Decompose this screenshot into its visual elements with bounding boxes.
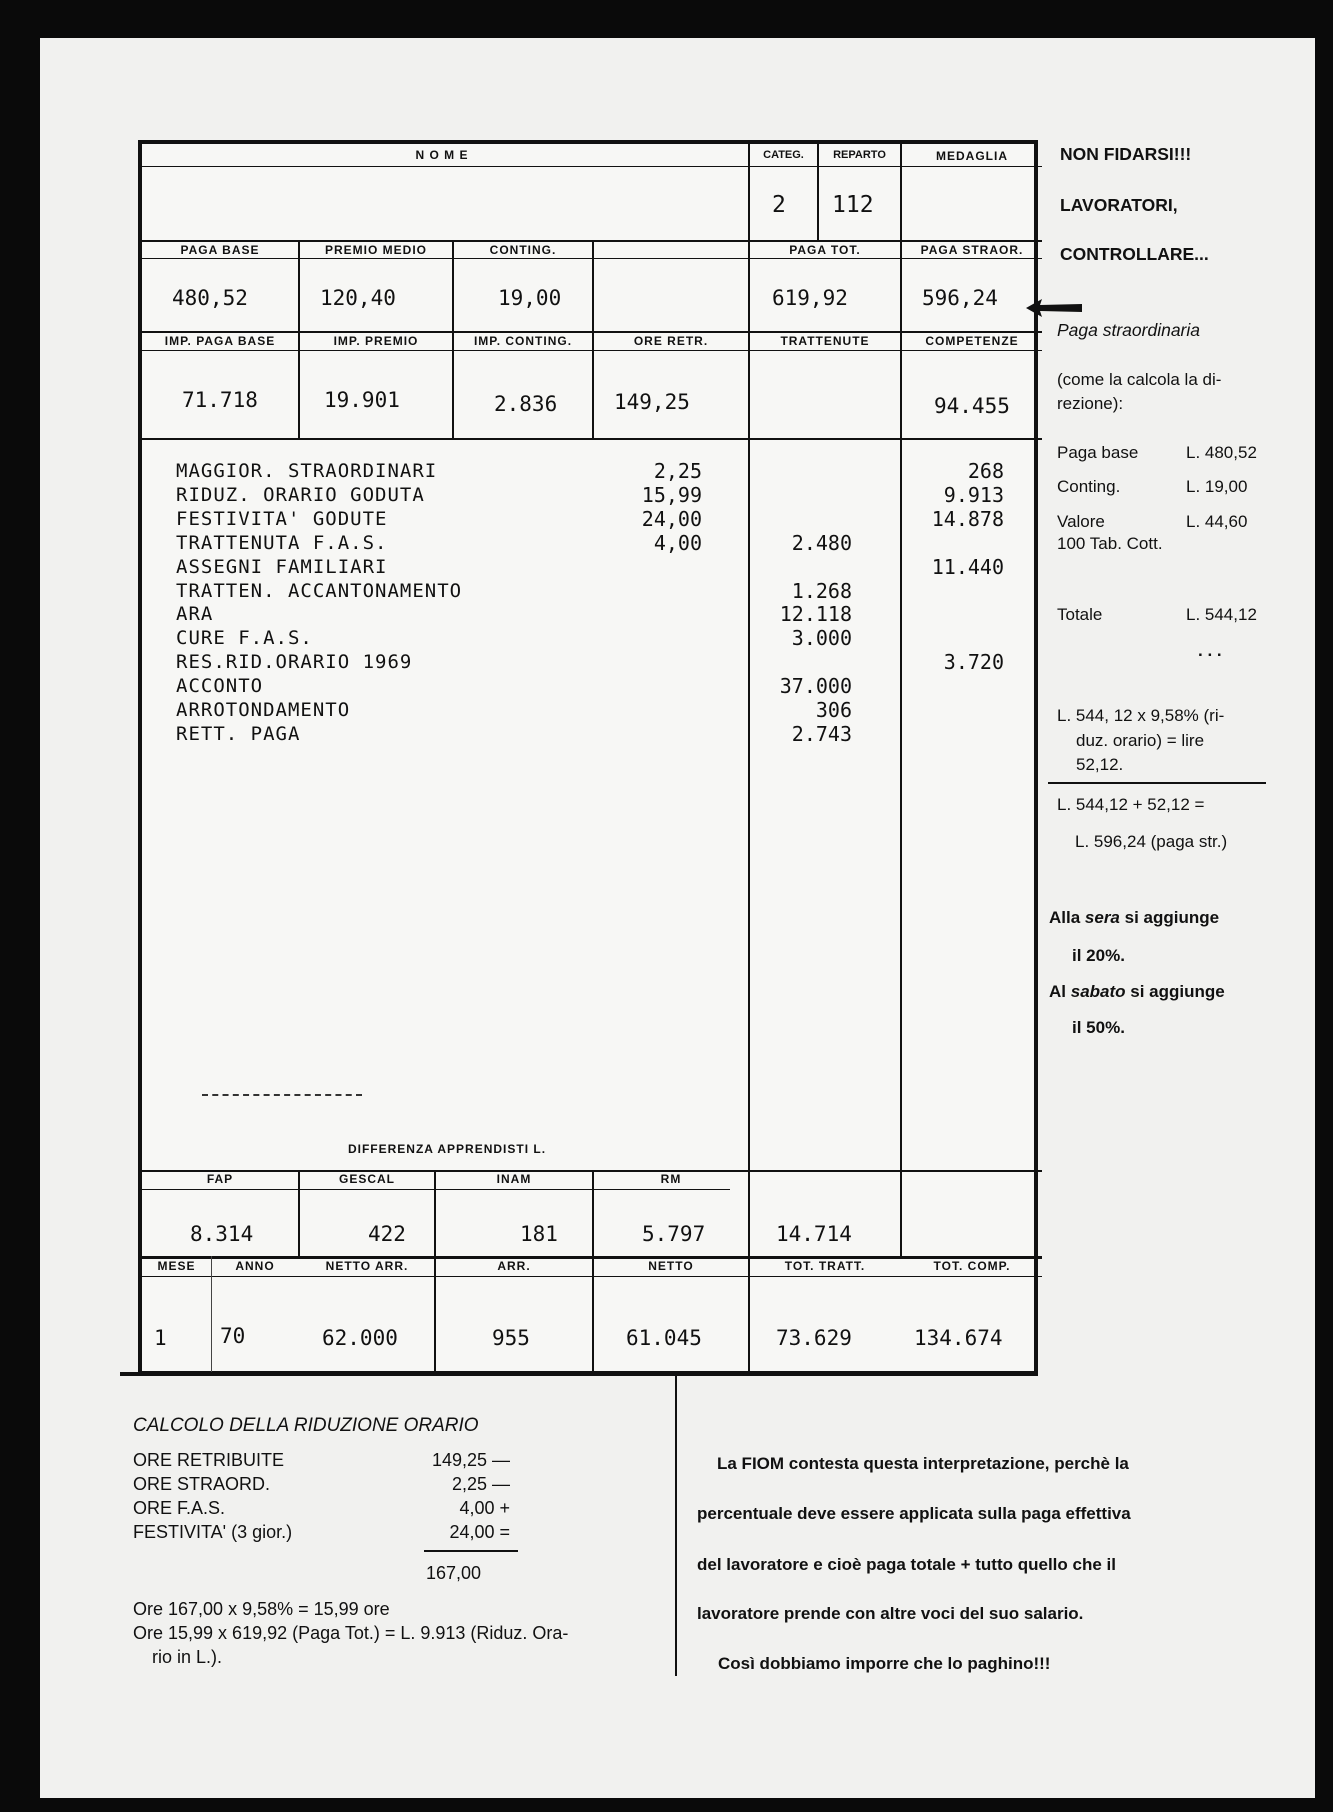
value-paga-tot: 619,92 — [772, 286, 848, 310]
side-sera-1 — [1049, 908, 1219, 928]
calcolo-row-value: 24,00 = — [449, 1522, 510, 1542]
value-fap-total: 14.714 — [776, 1222, 852, 1246]
value-anno: 70 — [220, 1324, 246, 1348]
header-paga-tot: PAGA TOT. — [789, 243, 861, 257]
value-paga-base: 480,52 — [172, 286, 248, 310]
side-totale-value: L. 544,12 — [1186, 605, 1257, 624]
side-sabato-1b: sabato — [1070, 982, 1126, 1001]
header-inam: INAM — [496, 1172, 532, 1186]
item-competenze: 11.440 — [931, 554, 1004, 579]
item-hours: 15,99 — [641, 482, 702, 507]
side-sabato-2: il 50%. — [1072, 1018, 1125, 1037]
value-mese: 1 — [154, 1326, 167, 1350]
side-sera-1c: si aggiunge — [1119, 908, 1220, 927]
header-differenza: DIFFERENZA APPRENDISTI L. — [347, 1142, 547, 1156]
header-paga-base: PAGA BASE — [180, 243, 260, 257]
item-competenze: 9.913 — [943, 482, 1004, 507]
side-formula-1: L. 544, 12 x 9,58% (ri- — [1057, 706, 1225, 725]
calcolo-row-label: ORE RETRIBUITE — [133, 1450, 285, 1470]
item-trattenute: 37.000 — [779, 674, 852, 699]
value-fap: 8.314 — [190, 1222, 254, 1246]
header-medaglia: MEDAGLIA — [936, 149, 1008, 163]
header-paga-straor: PAGA STRAOR. — [920, 243, 1024, 257]
calcolo-row-value: 2,25 — — [451, 1474, 510, 1494]
side-heading-1: NON FIDARSI!!! — [1060, 144, 1192, 164]
value-rm: 5.797 — [642, 1222, 706, 1246]
side-valore-label: Valore — [1057, 512, 1105, 531]
item-label: RES.RID.ORARIO 1969 — [176, 651, 413, 674]
side-formula-4: L. 544,12 + 52,12 = — [1057, 795, 1205, 814]
header-trattenute: TRATTENUTE — [780, 334, 870, 348]
fiom-line-5: Così dobbiamo imporre che lo paghino!!! — [718, 1654, 1051, 1673]
item-label: ACCONTO — [176, 675, 264, 698]
header-competenze: COMPETENZE — [925, 334, 1019, 348]
side-paga-straordinaria: Paga straordinaria — [1057, 320, 1200, 340]
header-tot-comp: TOT. COMP. — [933, 1259, 1011, 1273]
calcolo-line-2: Ore 15,99 x 619,92 (Paga Tot.) = L. 9.913 (Riduz. Ora- — [133, 1623, 569, 1643]
header-netto-arr: NETTO ARR. — [325, 1259, 409, 1273]
item-competenze: 14.878 — [931, 506, 1004, 531]
side-formula-3: 52,12. — [1076, 755, 1124, 774]
header-imp-paga-base: IMP. PAGA BASE — [164, 334, 276, 348]
side-sabato-1c: si aggiunge — [1125, 982, 1225, 1001]
item-hours: 2,25 — [653, 459, 702, 483]
item-label: ASSEGNI FAMILIARI — [176, 555, 388, 578]
side-sera-2: il 20%. — [1072, 946, 1125, 965]
value-tot-comp: 134.674 — [914, 1326, 1003, 1350]
side-sera-1b: sera — [1084, 908, 1120, 927]
side-sabato-1 — [1049, 982, 1225, 1002]
side-tab-cott: 100 Tab. Cott. — [1057, 534, 1163, 553]
slip-bottom-rule — [120, 1372, 1038, 1376]
header-premio-medio: PREMIO MEDIO — [324, 243, 427, 257]
item-hours: 4,00 — [653, 530, 702, 555]
header-reparto: REPARTO — [833, 149, 886, 161]
header-fap: FAP — [206, 1172, 234, 1186]
item-label: RIDUZ. ORARIO GODUTA — [176, 483, 425, 506]
fiom-line-1: La FIOM contesta questa interpretazione, perchè la — [717, 1454, 1129, 1473]
value-conting: 19,00 — [498, 286, 562, 310]
header-netto: NETTO — [648, 1259, 694, 1273]
calcolo-total: 167,00 — [426, 1563, 482, 1583]
calcolo-row-value: 149,25 — — [431, 1450, 510, 1470]
header-nome: N O M E — [415, 148, 469, 162]
side-rule — [1048, 782, 1266, 784]
side-heading-3: CONTROLLARE... — [1060, 244, 1209, 264]
side-formula-5: L. 596,24 (paga str.) — [1075, 832, 1228, 851]
fiom-line-2: percentuale deve essere applicata sulla paga effettiva — [697, 1504, 1131, 1523]
calcolo-row-label: ORE F.A.S. — [133, 1498, 226, 1518]
header-anno: ANNO — [235, 1259, 275, 1273]
item-label: TRATTENUTA F.A.S. — [176, 531, 388, 554]
side-formula-2: duz. orario) = lire — [1076, 731, 1205, 750]
value-gescal: 422 — [368, 1222, 406, 1246]
fiom-line-4: lavoratore prende con altre voci del suo salario. — [697, 1604, 1084, 1623]
value-ore-retr: 149,25 — [614, 390, 690, 414]
value-premio-medio: 120,40 — [320, 286, 396, 310]
side-paga-base-value: L. 480,52 — [1186, 443, 1257, 462]
item-label: MAGGIOR. STRAORDINARI — [176, 460, 438, 482]
item-label: CURE F.A.S. — [176, 627, 313, 650]
dashed-line — [202, 1094, 362, 1096]
header-tot-tratt: TOT. TRATT. — [784, 1259, 866, 1273]
pointing-arrow-icon — [1026, 297, 1082, 319]
item-competenze: 3.720 — [943, 650, 1004, 675]
item-label: TRATTEN. ACCANTONAMENTO — [176, 579, 463, 602]
value-arr: 955 — [492, 1326, 530, 1350]
value-netto-arr: 62.000 — [322, 1326, 398, 1350]
calcolo-row-value: 4,00 + — [459, 1498, 510, 1518]
item-trattenute: 3.000 — [791, 626, 852, 651]
value-tot-tratt: 73.629 — [776, 1326, 852, 1350]
side-totale-label: Totale — [1057, 605, 1103, 624]
side-calcola-2: rezione): — [1057, 394, 1124, 413]
item-trattenute: 2.480 — [791, 530, 852, 555]
calcolo-line-1: Ore 167,00 x 9,58% = 15,99 ore — [133, 1599, 390, 1619]
header-mese: MESE — [157, 1259, 196, 1273]
item-competenze: 268 — [967, 459, 1004, 483]
value-reparto: 112 — [832, 192, 874, 218]
side-dots: . . . — [1198, 641, 1222, 660]
header-arr: ARR. — [497, 1259, 531, 1273]
item-label: FESTIVITA' GODUTE — [176, 507, 388, 530]
calcolo-row-label: ORE STRAORD. — [133, 1474, 271, 1494]
value-inam: 181 — [520, 1222, 558, 1246]
value-netto: 61.045 — [626, 1326, 702, 1350]
header-rm: RM — [660, 1172, 682, 1186]
header-conting: CONTING. — [489, 243, 557, 257]
side-sera-1a: Alla — [1049, 908, 1085, 927]
item-hours: 24,00 — [641, 506, 702, 531]
lower-divider — [675, 1376, 677, 1676]
calcolo-line-3: rio in L.). — [152, 1647, 223, 1667]
header-imp-premio: IMP. PREMIO — [333, 334, 419, 348]
calcolo-title: CALCOLO DELLA RIDUZIONE ORARIO — [133, 1415, 479, 1436]
item-trattenute: 12.118 — [779, 602, 852, 627]
side-heading-2: LAVORATORI, — [1060, 195, 1178, 215]
side-calcola-1: (come la calcola la di- — [1057, 370, 1222, 389]
header-imp-conting: IMP. CONTING. — [473, 334, 573, 348]
value-categ: 2 — [772, 192, 786, 218]
item-trattenute: 306 — [815, 698, 852, 722]
value-imp-paga-base: 71.718 — [182, 388, 258, 412]
header-gescal: GESCAL — [338, 1172, 395, 1186]
fiom-line-3: del lavoratore e cioè paga totale + tutto quello che il — [697, 1555, 1116, 1574]
side-conting-value: L. 19,00 — [1186, 477, 1248, 496]
side-paga-base-label: Paga base — [1057, 443, 1139, 462]
item-label: RETT. PAGA — [176, 722, 301, 745]
side-valore-value: L. 44,60 — [1186, 512, 1248, 531]
side-sabato-1a: Al — [1049, 982, 1071, 1001]
item-trattenute: 1.268 — [791, 578, 852, 603]
header-categ: CATEG. — [763, 149, 804, 161]
value-imp-conting: 2.836 — [494, 392, 558, 416]
item-trattenute: 2.743 — [791, 721, 852, 746]
side-conting-label: Conting. — [1057, 477, 1121, 496]
value-competenze: 94.455 — [934, 394, 1010, 418]
item-label: ARA — [176, 603, 214, 626]
item-label: ARROTONDAMENTO — [176, 699, 351, 721]
calcolo-sum-rule — [424, 1550, 518, 1552]
calcolo-row-label: FESTIVITA' (3 gior.) — [133, 1522, 293, 1542]
value-imp-premio: 19.901 — [324, 388, 400, 412]
value-paga-straor: 596,24 — [922, 286, 998, 310]
pay-slip — [138, 140, 1038, 1375]
header-ore-retr: ORE RETR. — [633, 334, 709, 348]
